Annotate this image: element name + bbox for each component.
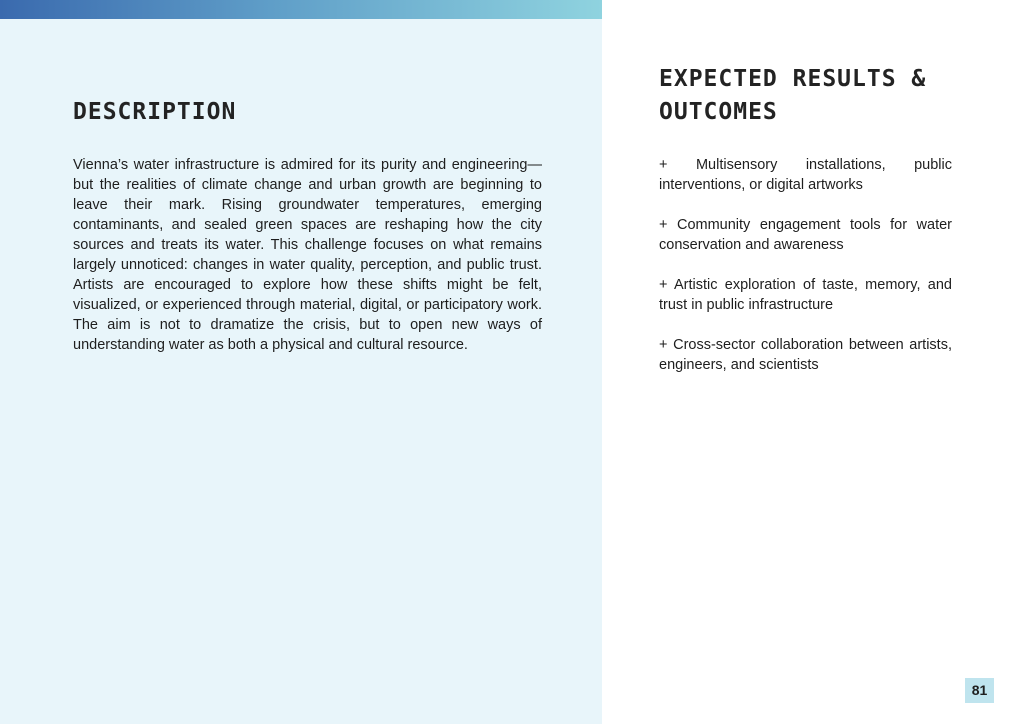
description-heading: DESCRIPTION xyxy=(73,99,237,125)
list-item: + Cross-sector collaboration between artists, engineers, and scientists xyxy=(659,337,952,373)
list-item: + Community engagement tools for water conservation and awareness xyxy=(659,217,952,253)
description-body: Vienna’s water infrastructure is admired for its purity and engineering—but the realities of climate change and urban growth are beginning to leave their mark. Rising groundwater temperatures, emerging contaminants, and sealed green spaces are reshaping how the city sources and treats its water. This challenge focuses on what remains largely unnoticed: changes in water quality, perception, and public trust. Artists are encouraged to explore how these shifts might be felt, visualized, or experienced through material, digital, or participatory work. The aim is not to dramatize the crisis, but to open new ways of understanding water as both a physical and cultural resource. xyxy=(73,157,542,353)
results-list xyxy=(659,155,952,395)
list-item: + Multisensory installations, public interventions, or digital artworks xyxy=(659,157,952,193)
page-number-badge: 81 xyxy=(965,678,994,703)
list-item: + Artistic exploration of taste, memory, and trust in public infrastructure xyxy=(659,277,952,313)
top-gradient-bar xyxy=(0,0,602,19)
results-heading: EXPECTED RESULTS & OUTCOMES xyxy=(659,66,927,125)
